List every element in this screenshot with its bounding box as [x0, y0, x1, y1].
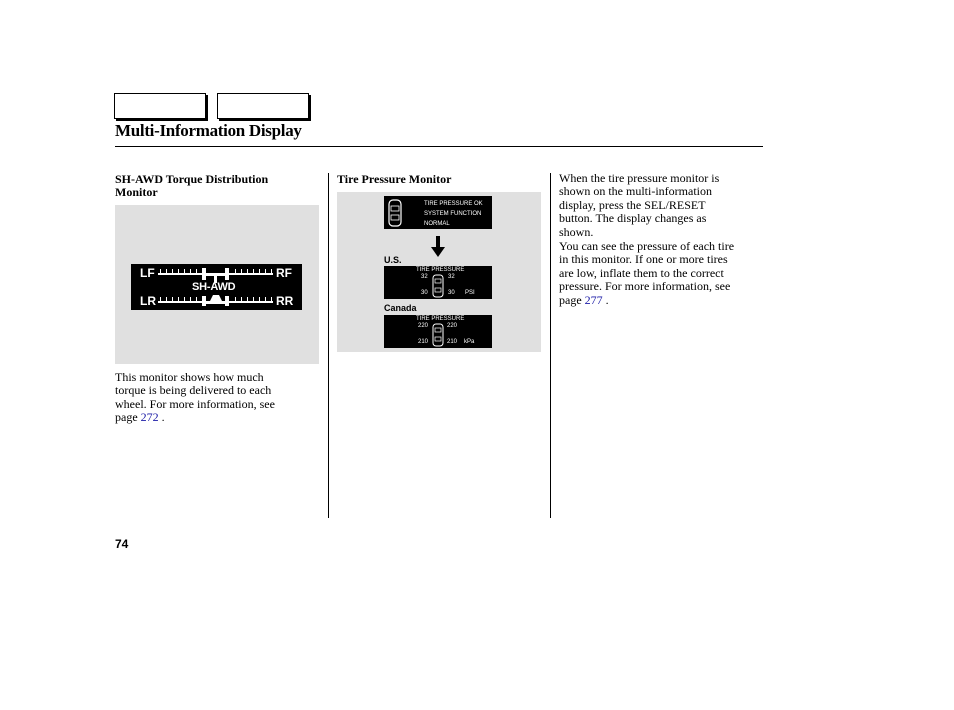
tire-pressure-image-panel: [337, 192, 541, 352]
col3-p1-line1: When the tire pressure monitor is: [559, 171, 720, 185]
col3-p1-line4: button. The display changes as: [559, 211, 707, 226]
sh-awd-heading: [115, 173, 320, 199]
us-label: U.S.: [384, 255, 402, 265]
sh-awd-image-panel: [115, 205, 319, 364]
page-title: Multi-Information Display: [115, 121, 302, 140]
page-ref-prefix: page: [115, 410, 138, 425]
sh-awd-heading-line2: Monitor: [115, 185, 158, 199]
us-car-icon: [431, 274, 445, 298]
us-screen-title: TIRE PRESSURE: [416, 267, 465, 273]
sh-awd-heading-line1: SH-AWD Torque Distribution: [115, 172, 269, 186]
canada-car-icon: [431, 323, 445, 347]
sh-awd-text-line3: wheel. For more information, see: [115, 396, 275, 411]
title-rule: [115, 146, 763, 147]
tpms-ok-text: [424, 199, 483, 229]
canada-unit: kPa: [464, 339, 475, 345]
page-number: 74: [115, 537, 129, 551]
tire-pressure-description: [559, 172, 769, 307]
tpms-ok-line1: TIRE PRESSURE OK: [424, 201, 483, 207]
tpms-ok-line2: SYSTEM FUNCTION: [424, 211, 482, 217]
rr-label: RR: [276, 294, 294, 308]
col3-p2-line1: You can see the pressure of each tire: [559, 239, 735, 254]
col3-p2-line3: are low, inflate them to the correct: [559, 265, 724, 280]
col3-p2-line2: in this monitor. If one or more tires: [559, 252, 728, 267]
page-ref-suffix: .: [161, 410, 165, 425]
tire-pressure-heading: Tire Pressure Monitor: [337, 172, 452, 186]
column-divider-1: [328, 173, 329, 518]
page-ref-prefix: page: [559, 292, 582, 307]
us-rr-value: 30: [448, 290, 455, 296]
col3-p1-line5: shown.: [559, 224, 594, 239]
canada-rl-value: 210: [418, 339, 429, 345]
col3-p1-line3: display, press the SEL/RESET: [559, 197, 706, 212]
canada-fr-value: 220: [447, 323, 458, 329]
page-272-link[interactable]: 272: [140, 410, 159, 425]
us-fl-value: 32: [421, 274, 428, 280]
canada-tire-pressure-screen: [384, 315, 492, 348]
tire-pressure-ok-screen: [384, 196, 492, 229]
sh-awd-text-line1: This monitor shows how much: [115, 370, 264, 384]
col3-p2-line4: pressure. For more information, see: [559, 279, 731, 294]
canada-screen-title: TIRE PRESSURE: [416, 316, 465, 322]
lf-label: LF: [140, 266, 155, 280]
col3-p1-line2: shown on the multi-information: [559, 184, 712, 199]
col3-p2-line5: [559, 294, 769, 307]
sh-awd-text-line2: torque is being delivered to each: [115, 383, 272, 398]
sh-awd-center-label: SH-AWD: [192, 281, 236, 293]
us-unit: PSI: [465, 290, 475, 296]
page-277-link[interactable]: 277: [584, 292, 603, 307]
page-ref-suffix: .: [605, 292, 609, 307]
canada-label: Canada: [384, 303, 417, 313]
sh-awd-description: [115, 371, 320, 425]
car-outline-icon: [384, 196, 406, 229]
rf-label: RF: [276, 266, 292, 280]
us-rl-value: 30: [421, 290, 428, 296]
lr-label: LR: [140, 294, 156, 308]
us-tire-pressure-screen: [384, 266, 492, 299]
down-arrow-icon: [431, 236, 445, 258]
nav-box-next[interactable]: [217, 93, 309, 119]
sh-awd-text-line4: [115, 411, 320, 424]
canada-fl-value: 220: [418, 323, 429, 329]
canada-rr-value: 210: [447, 339, 458, 345]
sh-awd-display: [131, 264, 302, 310]
column-divider-2: [550, 173, 551, 518]
tpms-ok-line3: NORMAL: [424, 221, 450, 227]
nav-box-previous[interactable]: [114, 93, 206, 119]
us-fr-value: 32: [448, 274, 455, 280]
